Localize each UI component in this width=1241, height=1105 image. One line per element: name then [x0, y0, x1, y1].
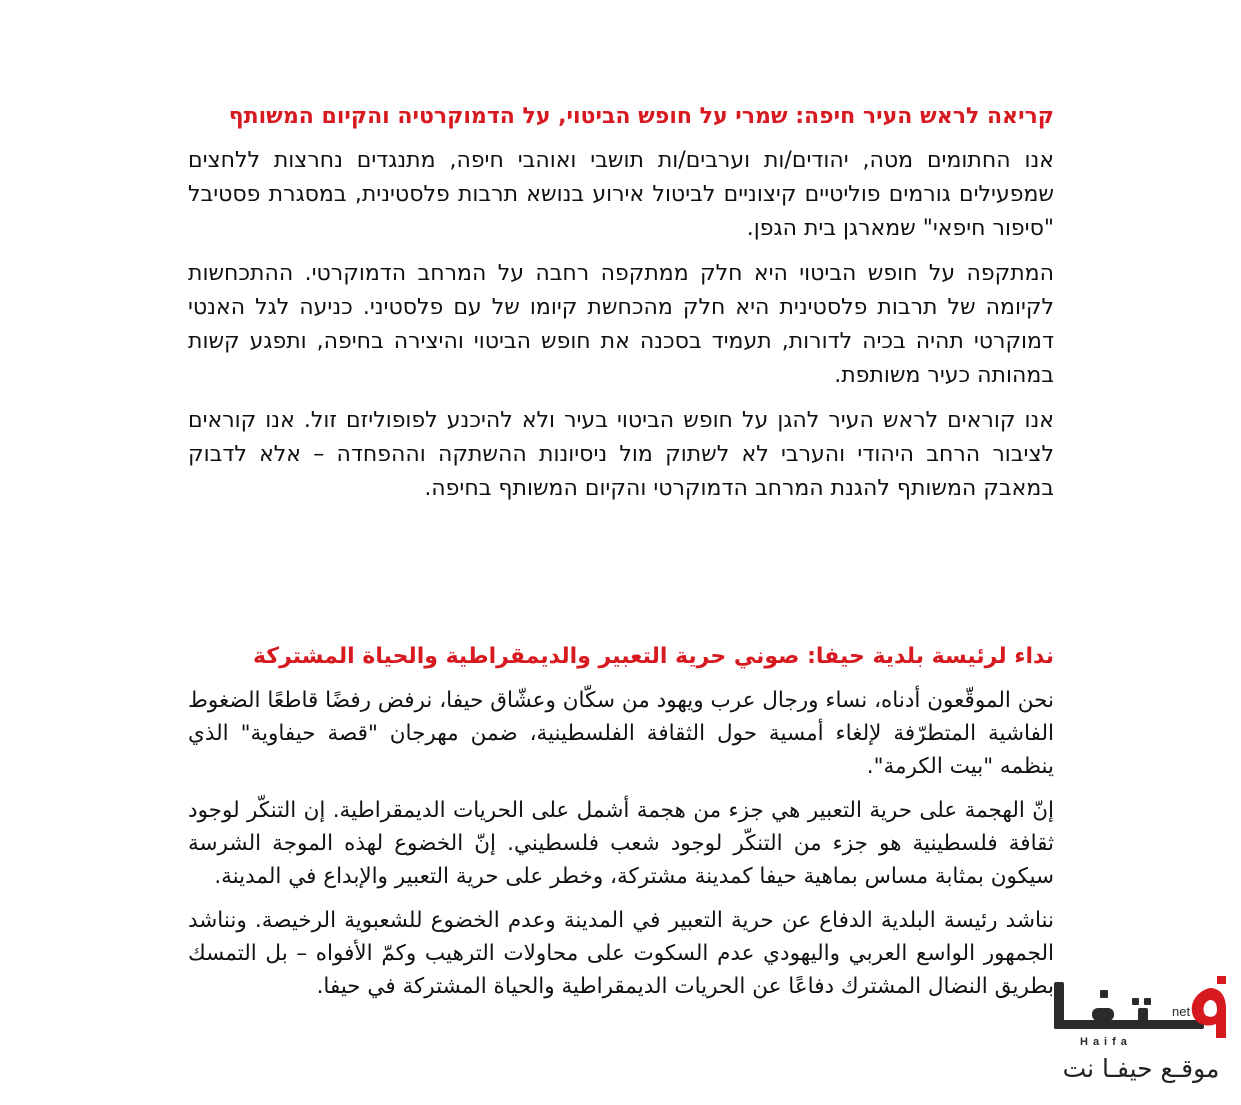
- arabic-title: نداء لرئيسة بلدية حيفا: صوني حرية التعبير والديمقراطية والحياة المشتركة: [252, 644, 1054, 669]
- logo-tagline: موقـع حيفـا نت: [1062, 1054, 1220, 1083]
- hebrew-section: [188, 100, 1054, 517]
- arabic-paragraph-1: نحن الموقّعون أدناه، نساء ورجال عرب ويهود من سكّان وعشّاق حيفا، نرفض رفضًا قاطعًا الضغوط الفاشية المتطرّفة لإلغاء أمسية حول الثقافة الفلسطينية، ضمن مهرجان "قصة حيفاوية" الذي ينظمه "بيت الكرمة".: [188, 688, 1054, 779]
- haifa-net-logo-icon: [1040, 968, 1236, 1048]
- hebrew-paragraph-3: אנו קוראים לראש העיר להגן על חופש הביטוי בעיר ולא להיכנע לפופוליזם זול. אנו קוראים לציבור הרחב היהודי והערבי לא לשתוק מול ניסיונות ההשתקה וההפחדה – אלא לדבוק במאבק המשותף להגנת המרחב הדמוקרטי והקיום המשותף בחיפה.: [188, 408, 1054, 501]
- logo-net-text: net: [1172, 1004, 1191, 1019]
- arabic-paragraph-2: إنّ الهجمة على حرية التعبير هي جزء من هجمة أشمل على الحريات الديمقراطية. إن التنكّر لوجود ثقافة فلسطينية هو جزء من التنكّر لوجود شعب فلسطيني. إنّ الخضوع لهذه الموجة الشرسة سيكون بمثابة مساس بماهية حيفا كمدينة مشتركة، وخطر على حرية التعبير والإبداع في المدينة.: [188, 798, 1054, 889]
- hebrew-title: קריאה לראש העיר חיפה: שמרי על חופש הביטוי, על הדמוקרטיה והקיום המשותף: [228, 104, 1054, 129]
- haifa-net-logo[interactable]: [1040, 968, 1236, 1098]
- logo-latin-text: Haifa: [1080, 1036, 1132, 1048]
- arabic-section: [188, 640, 1054, 1014]
- hebrew-paragraph-1: אנו החתומים מטה, יהודים/ות וערבים/ות תושבי ואוהבי חיפה, מתנגדים נחרצות ללחצים שמפעילים גורמים פוליטיים קיצוניים לביטול אירוע בנושא תרבות פלסטינית, במסגרת פסטיבל "סיפור חיפאי" שמארגן בית הגפן.: [188, 148, 1054, 241]
- arabic-paragraph-3: نناشد رئيسة البلدية الدفاع عن حرية التعبير في المدينة وعدم الخضوع للشعبوية الرخيصة. ونناشد الجمهور الواسع العربي واليهودي عدم السكوت على محاولات الترهيب وكمّ الأفواه – بل التمسك بطريق النضال المشترك دفاعًا عن الحريات الديمقراطية والحياة المشتركة في حيفا.: [188, 908, 1054, 999]
- hebrew-paragraph-2: המתקפה על חופש הביטוי היא חלק ממתקפה רחבה על המרחב הדמוקרטי. ההתכחשות לקיומה של תרבות פלסטינית היא חלק מהכחשת קיומו של עם פלסטיני. כניעה לגל האנטי דמוקרטי תהיה בכיה לדורות, תעמיד בסכנה את חופש הביטוי והיצירה בחיפה, ותפגע קשות במהותה כעיר משותפת.: [188, 261, 1054, 388]
